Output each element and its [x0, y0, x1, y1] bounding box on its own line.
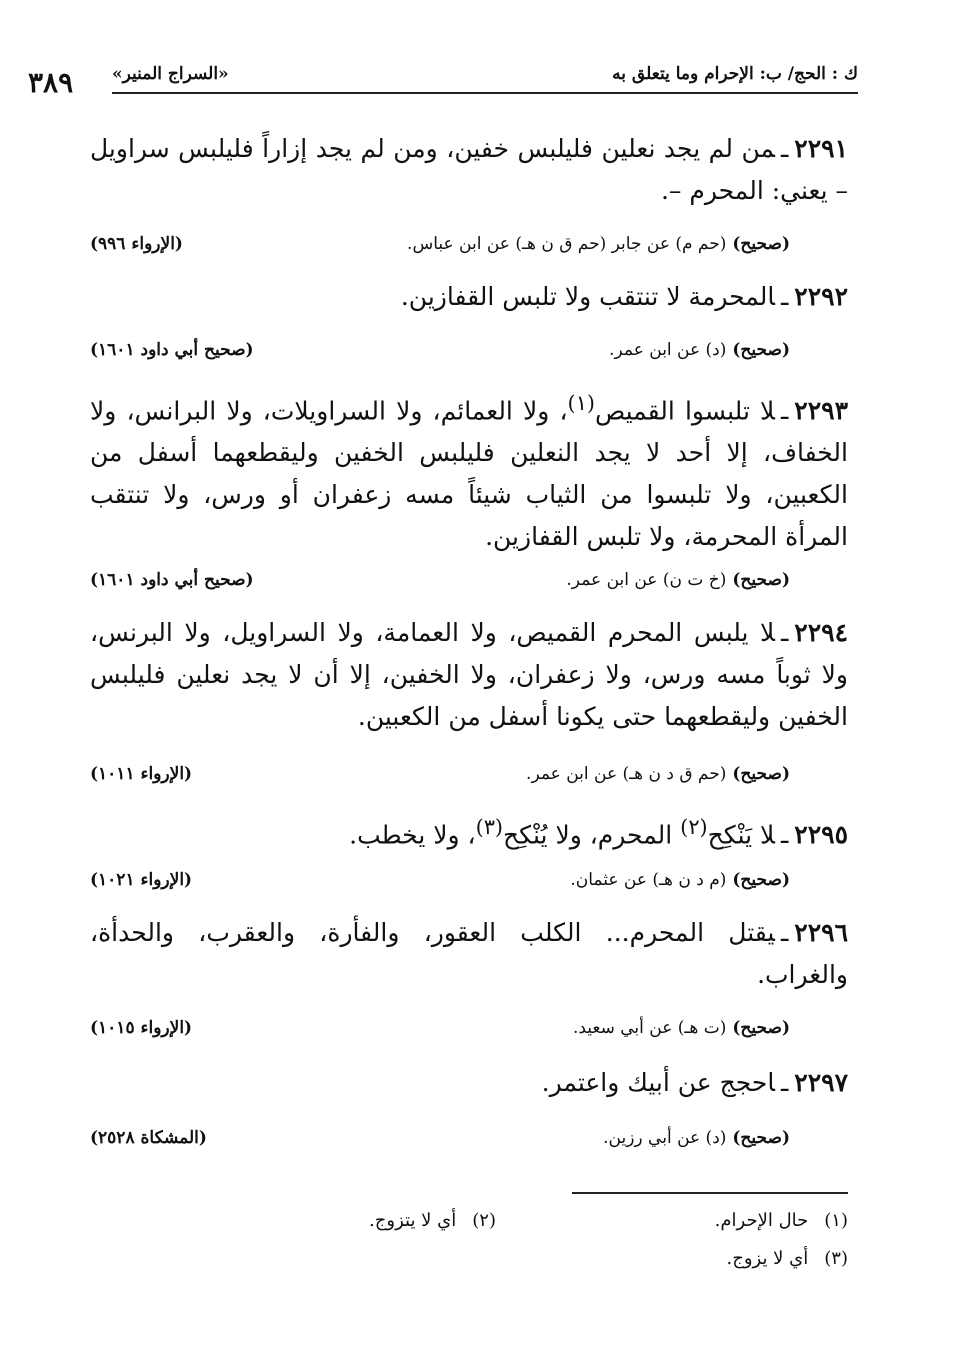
footnote-number: (٢) — [472, 1210, 496, 1231]
grade-reference: (صحيح أبي داود ١٦٠١) — [90, 570, 254, 590]
footnote-number: (٣) — [824, 1248, 848, 1269]
hadith-entry: ٢٢٩٣ـلا تلبسوا القميص$^{(١)}$، ولا العمائم، ولا السراويلات، ولا البرانس، ولا الخفاف، إلا أحد لا يجد النعلين فليلبس الخفين وليقطعهما أسفل من الكعبين، ولا تلبسوا من الثياب شيئاً مسه زعفران أو ورس، ولا تنتقب المرأة المحرمة، ولا تلبس القفازين. — [90, 391, 849, 552]
footnote — [369, 1210, 496, 1231]
hadith-number: ٢٢٩٧ — [794, 1068, 848, 1097]
hadith-entry: ٢٢٩٤ـلا يلبس المحرم القميص، ولا العمامة، ولا السراويل، ولا البرنس، ولا ثوباً مسه ورس، ولا زعفران، ولا الخفين، إلا أن لا يجد نعلين فليلبس الخفين وليقطعهما حتى يكونا أسفل من الكعبين. — [90, 618, 848, 731]
grade-reference: (صحيح أبي داود ١٦٠١) — [90, 340, 254, 360]
footnote-text: أي لا يتزوج. — [369, 1210, 457, 1231]
hadith-entry: ٢٢٩٢ـالمحرمة لا تنتقب ولا تلبس القفازين. — [400, 282, 848, 311]
grading-line — [90, 570, 790, 600]
grade-reference: (المشكاة ٢٥٢٨) — [90, 1128, 207, 1148]
chapter-heading: ك : الحج/ ب: الإحرام وما يتعلق به — [612, 64, 858, 84]
grade-label: (صحيح) — [732, 1128, 790, 1148]
footnote-number: (١) — [824, 1210, 848, 1231]
grade-label: (صحيح) — [732, 870, 790, 890]
grade-reference: (الإرواء ١٠١١) — [90, 764, 193, 784]
grading-line — [90, 340, 790, 370]
grade-label: (صحيح) — [732, 570, 790, 590]
hadith-text: لا تلبسوا القميص — [595, 396, 775, 426]
hadith-text: لا يلبس المحرم القميص، ولا العمامة، ولا السراويل، ولا البرنس، ولا ثوباً مسه ورس، ولا زعفران، ولا الخفين، إلا أن لا يجد نعلين فليلبس الخفين وليقطعهما حتى يكونا أسفل من الكعبين. — [90, 618, 848, 731]
grade-reference: (الإرواء ١٠٢١) — [90, 870, 193, 890]
grading-line — [90, 1018, 790, 1048]
grade-label: (صحيح) — [732, 340, 790, 360]
hadith-text-continued: المحرم، ولا يُنْكِح — [503, 820, 681, 850]
grade-sources: (م د ن هـ) عن عثمان. — [570, 870, 727, 890]
hadith-text: احجج عن أبيك واعتمر. — [541, 1068, 775, 1097]
grade-sources: (د) عن أبي رزين. — [603, 1128, 727, 1148]
hadith-number: ٢٢٩٣ — [794, 396, 849, 426]
grade-sources: (خ ت ن) عن ابن عمر. — [566, 570, 727, 590]
footnote-marker: (١) — [567, 391, 596, 415]
hadith-number: ٢٢٩٤ — [794, 618, 848, 647]
footnote — [726, 1248, 848, 1269]
grade-label: (صحيح) — [732, 1018, 790, 1038]
grade-sources: (ت هـ) عن أبي سعيد. — [572, 1018, 727, 1038]
footnote-marker: (٣) — [475, 815, 504, 839]
footnote-text: أي لا يزوج. — [726, 1248, 809, 1269]
footnote-text: حال الإحرام. — [714, 1210, 809, 1231]
book-title: «السراج المنير» — [112, 64, 229, 84]
grade-label: (صحيح) — [732, 234, 790, 254]
hadith-text: المحرمة لا تنتقب ولا تلبس القفازين. — [400, 282, 775, 311]
hadith-entry: ٢٢٩٧ـاحجج عن أبيك واعتمر. — [541, 1068, 848, 1097]
hadith-number: ٢٢٩٢ — [794, 282, 848, 311]
footnote — [715, 1210, 848, 1231]
hadith-text-end: ، ولا يخطب. — [349, 820, 476, 850]
grade-reference: (الإرواء ٩٩٦) — [90, 234, 183, 254]
hadith-text: من لم يجد نعلين فليلبس خفين، ومن لم يجد إزاراً فليلبس سراويل – يعني: المحرم –. — [90, 134, 848, 205]
grading-line — [90, 234, 790, 264]
hadith-text: يقتل المحرم... الكلب العقور، والفأرة، والعقرب، والحدأة، والغراب. — [90, 918, 848, 989]
hadith-number: ٢٢٩٥ — [794, 820, 848, 850]
hadith-entry: ٢٢٩١ـمن لم يجد نعلين فليلبس خفين، ومن لم يجد إزاراً فليلبس سراويل – يعني: المحرم –. — [90, 134, 848, 205]
footnote-separator — [572, 1192, 848, 1194]
hadith-entry: ٢٢٩٦ـيقتل المحرم... الكلب العقور، والفأرة، والعقرب، والحدأة، والغراب. — [90, 918, 848, 989]
grade-sources: (حم م) عن جابر (حم ق ن هـ) عن ابن عباس. — [407, 234, 727, 254]
footnote-marker: (٢) — [680, 815, 708, 839]
grading-line — [90, 1128, 790, 1158]
grade-sources: (د) عن ابن عمر. — [609, 340, 727, 360]
hadith-number: ٢٢٩١ — [794, 134, 848, 163]
hadith-text: لا يَنْكِح — [707, 820, 775, 850]
grading-line — [90, 870, 790, 900]
grade-label: (صحيح) — [732, 764, 790, 784]
hadith-text-continued: ، ولا العمائم، ولا السراويلات، ولا البرانس، ولا الخفاف، إلا أحد لا يجد النعلين فليلبس الخفين وليقطعهما أسفل من الكعبين، ولا تلبسوا من الثياب شيئاً مسه زعفران أو ورس، ولا تنتقب المرأة المحرمة، ولا تلبس القفازين. — [90, 396, 848, 552]
page-number: ٣٨٩ — [28, 66, 74, 99]
hadith-number: ٢٢٩٦ — [794, 918, 848, 947]
grade-sources: (حم ق د ن هـ) عن ابن عمر. — [526, 764, 727, 784]
grading-line — [90, 764, 790, 794]
running-header — [28, 58, 858, 100]
grade-reference: (الإرواء ١٠١٥) — [90, 1018, 193, 1038]
header-rule — [112, 92, 858, 94]
hadith-entry: ٢٢٩٥ـلا يَنْكِح$^{(٢)}$ المحرم، ولا يُنْكِح$^{(٣)}$، ولا يخطب. — [349, 815, 848, 850]
